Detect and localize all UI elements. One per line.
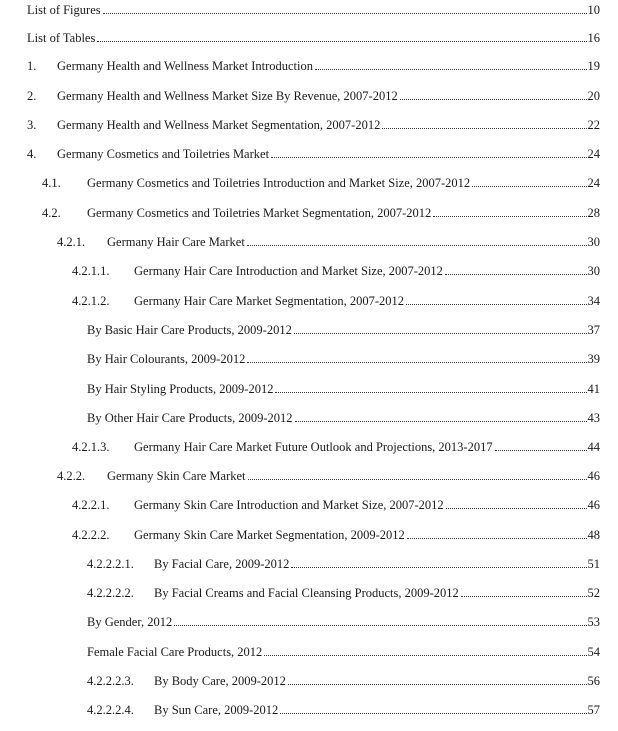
toc-entry-title: By Basic Hair Care Products, 2009-2012: [87, 323, 292, 337]
toc-leader-dots: [461, 596, 587, 597]
toc-entry-page: 51: [587, 557, 600, 571]
toc-entry-page: 24: [587, 147, 600, 161]
toc-entry-title: By Hair Styling Products, 2009-2012: [87, 382, 274, 396]
toc-leader-dots: [103, 13, 587, 14]
toc-entry-number: 4.2.: [42, 206, 61, 220]
toc-entry-title: Female Facial Care Products, 2012: [87, 645, 263, 659]
toc-entry[interactable]: [0, 234, 618, 254]
toc-leader-dots: [248, 479, 587, 480]
toc-entry-title: Germany Cosmetics and Toiletries Market Segmentation, 2007-2012: [87, 206, 432, 220]
toc-entry[interactable]: [0, 58, 618, 78]
toc-leader-dots: [445, 274, 587, 275]
toc-entry-number: 4.2.2.2.2.: [87, 586, 134, 600]
toc-entry-title: Germany Skin Care Market: [107, 469, 246, 483]
toc-entry-page: 39: [587, 352, 600, 366]
toc-entry-number: 4.2.2.2.3.: [87, 674, 134, 688]
toc-entry-title: Germany Health and Wellness Market Size By Revenue, 2007-2012: [57, 89, 398, 103]
toc-entry[interactable]: [0, 497, 618, 517]
toc-leader-dots: [407, 538, 587, 539]
toc-entry-title: Germany Health and Wellness Market Segmentation, 2007-2012: [57, 118, 381, 132]
toc-entry-title: By Body Care, 2009-2012: [154, 674, 286, 688]
toc-entry-page: 43: [587, 411, 600, 425]
toc-entry[interactable]: [0, 351, 618, 371]
toc-entry-title: Germany Cosmetics and Toiletries Market: [57, 147, 270, 161]
toc-entry-page: 34: [587, 294, 600, 308]
toc-leader-dots: [97, 41, 586, 42]
toc-leader-dots: [264, 655, 586, 656]
toc-entry-number: 4.1.: [42, 176, 61, 190]
toc-entry[interactable]: [0, 30, 618, 50]
toc-entry-page: 48: [587, 528, 600, 542]
toc-leader-dots: [294, 333, 587, 334]
toc-leader-dots: [288, 684, 587, 685]
toc-entry-number: 4.2.1.1.: [72, 264, 110, 278]
toc-entry-title: Germany Hair Care Market: [107, 235, 245, 249]
toc-leader-dots: [174, 625, 586, 626]
toc-leader-dots: [275, 392, 586, 393]
toc-entry-title: Germany Cosmetics and Toiletries Introduction and Market Size, 2007-2012: [87, 176, 471, 190]
toc-leader-dots: [247, 245, 587, 246]
toc-leader-dots: [295, 421, 587, 422]
toc-entry-number: 4.2.2.1.: [72, 498, 110, 512]
toc-entry-page: 54: [587, 645, 600, 659]
toc-entry-number: 3.: [27, 118, 37, 132]
toc-entry[interactable]: [0, 673, 618, 693]
toc-entry-page: 46: [587, 498, 600, 512]
toc-entry-page: 46: [587, 469, 600, 483]
toc-leader-dots: [280, 713, 586, 714]
toc-leader-dots: [400, 99, 587, 100]
toc-entry-number: 4.2.1.: [57, 235, 86, 249]
toc-entry-page: 52: [587, 586, 600, 600]
toc-entry-number: 4.2.2.2.4.: [87, 703, 134, 717]
toc-entry-page: 56: [587, 674, 600, 688]
toc-leader-dots: [315, 69, 587, 70]
toc-entry-title: By Sun Care, 2009-2012: [154, 703, 279, 717]
toc-entry-page: 16: [587, 31, 600, 45]
toc-entry-title: By Facial Care, 2009-2012: [154, 557, 290, 571]
toc-entry[interactable]: [0, 322, 618, 342]
toc-entry[interactable]: [0, 88, 618, 108]
toc-entry-page: 57: [587, 703, 600, 717]
toc-entry-page: 44: [587, 440, 600, 454]
toc-entry-number: 1.: [27, 59, 37, 73]
toc-entry-title: Germany Hair Care Introduction and Market Size, 2007-2012: [134, 264, 443, 278]
toc-entry-page: 24: [587, 176, 600, 190]
toc-entry[interactable]: [0, 2, 618, 22]
toc-entry-number: 2.: [27, 89, 37, 103]
toc-leader-dots: [271, 157, 586, 158]
toc-entry-page: 30: [587, 235, 600, 249]
toc-entry-page: 10: [587, 3, 600, 17]
toc-leader-dots: [406, 304, 586, 305]
toc-entry[interactable]: [0, 205, 618, 225]
toc-leader-dots: [495, 450, 587, 451]
toc-entry-page: 53: [587, 615, 600, 629]
toc-entry-title: Germany Hair Care Market Segmentation, 2007-2012: [134, 294, 405, 308]
toc-leader-dots: [446, 508, 587, 509]
toc-entry[interactable]: [0, 614, 618, 634]
toc-entry[interactable]: [0, 644, 618, 664]
toc-entry-number: 4.2.2.2.: [72, 528, 110, 542]
toc-entry-title: By Other Hair Care Products, 2009-2012: [87, 411, 293, 425]
toc-entry[interactable]: [0, 117, 618, 137]
toc-entry-page: 30: [587, 264, 600, 278]
toc-entry-title: By Gender, 2012: [87, 615, 173, 629]
toc-entry-page: 37: [587, 323, 600, 337]
toc-entry[interactable]: [0, 439, 618, 459]
toc-entry-page: 22: [587, 118, 600, 132]
toc-entry-page: 20: [587, 89, 600, 103]
toc-entry-title: Germany Skin Care Introduction and Market Size, 2007-2012: [134, 498, 444, 512]
toc-entry-page: 41: [587, 382, 600, 396]
toc-entry[interactable]: [0, 527, 618, 547]
toc-leader-dots: [291, 567, 586, 568]
toc-entry-page: 28: [587, 206, 600, 220]
toc-entry-title: List of Tables: [27, 31, 96, 45]
toc-entry-title: By Hair Colourants, 2009-2012: [87, 352, 246, 366]
toc-leader-dots: [382, 128, 586, 129]
toc-entry-number: 4.2.2.: [57, 469, 86, 483]
toc-leader-dots: [433, 216, 586, 217]
toc-entry[interactable]: [0, 381, 618, 401]
toc-entry-title: Germany Skin Care Market Segmentation, 2009-2012: [134, 528, 405, 542]
toc-entry[interactable]: [0, 556, 618, 576]
toc-entry[interactable]: [0, 293, 618, 313]
toc-entry[interactable]: [0, 702, 618, 722]
toc-entry-page: 19: [587, 59, 600, 73]
toc-entry-title: Germany Health and Wellness Market Introduction: [57, 59, 313, 73]
toc-entry[interactable]: [0, 410, 618, 430]
toc-entry-title: List of Figures: [27, 3, 101, 17]
toc-entry-number: 4.2.2.2.1.: [87, 557, 134, 571]
toc-entry[interactable]: [0, 175, 618, 195]
toc-entry-number: 4.2.1.2.: [72, 294, 110, 308]
toc-leader-dots: [472, 186, 586, 187]
toc-leader-dots: [247, 362, 586, 363]
toc-entry-title: By Facial Creams and Facial Cleansing Products, 2009-2012: [154, 586, 459, 600]
toc-entry-number: 4.2.1.3.: [72, 440, 110, 454]
toc-entry-title: Germany Hair Care Market Future Outlook and Projections, 2013-2017: [134, 440, 493, 454]
toc-entry[interactable]: [0, 263, 618, 283]
toc-entry[interactable]: [0, 585, 618, 605]
toc-entry[interactable]: [0, 468, 618, 488]
toc-entry-number: 4.: [27, 147, 37, 161]
toc-entry[interactable]: [0, 146, 618, 166]
